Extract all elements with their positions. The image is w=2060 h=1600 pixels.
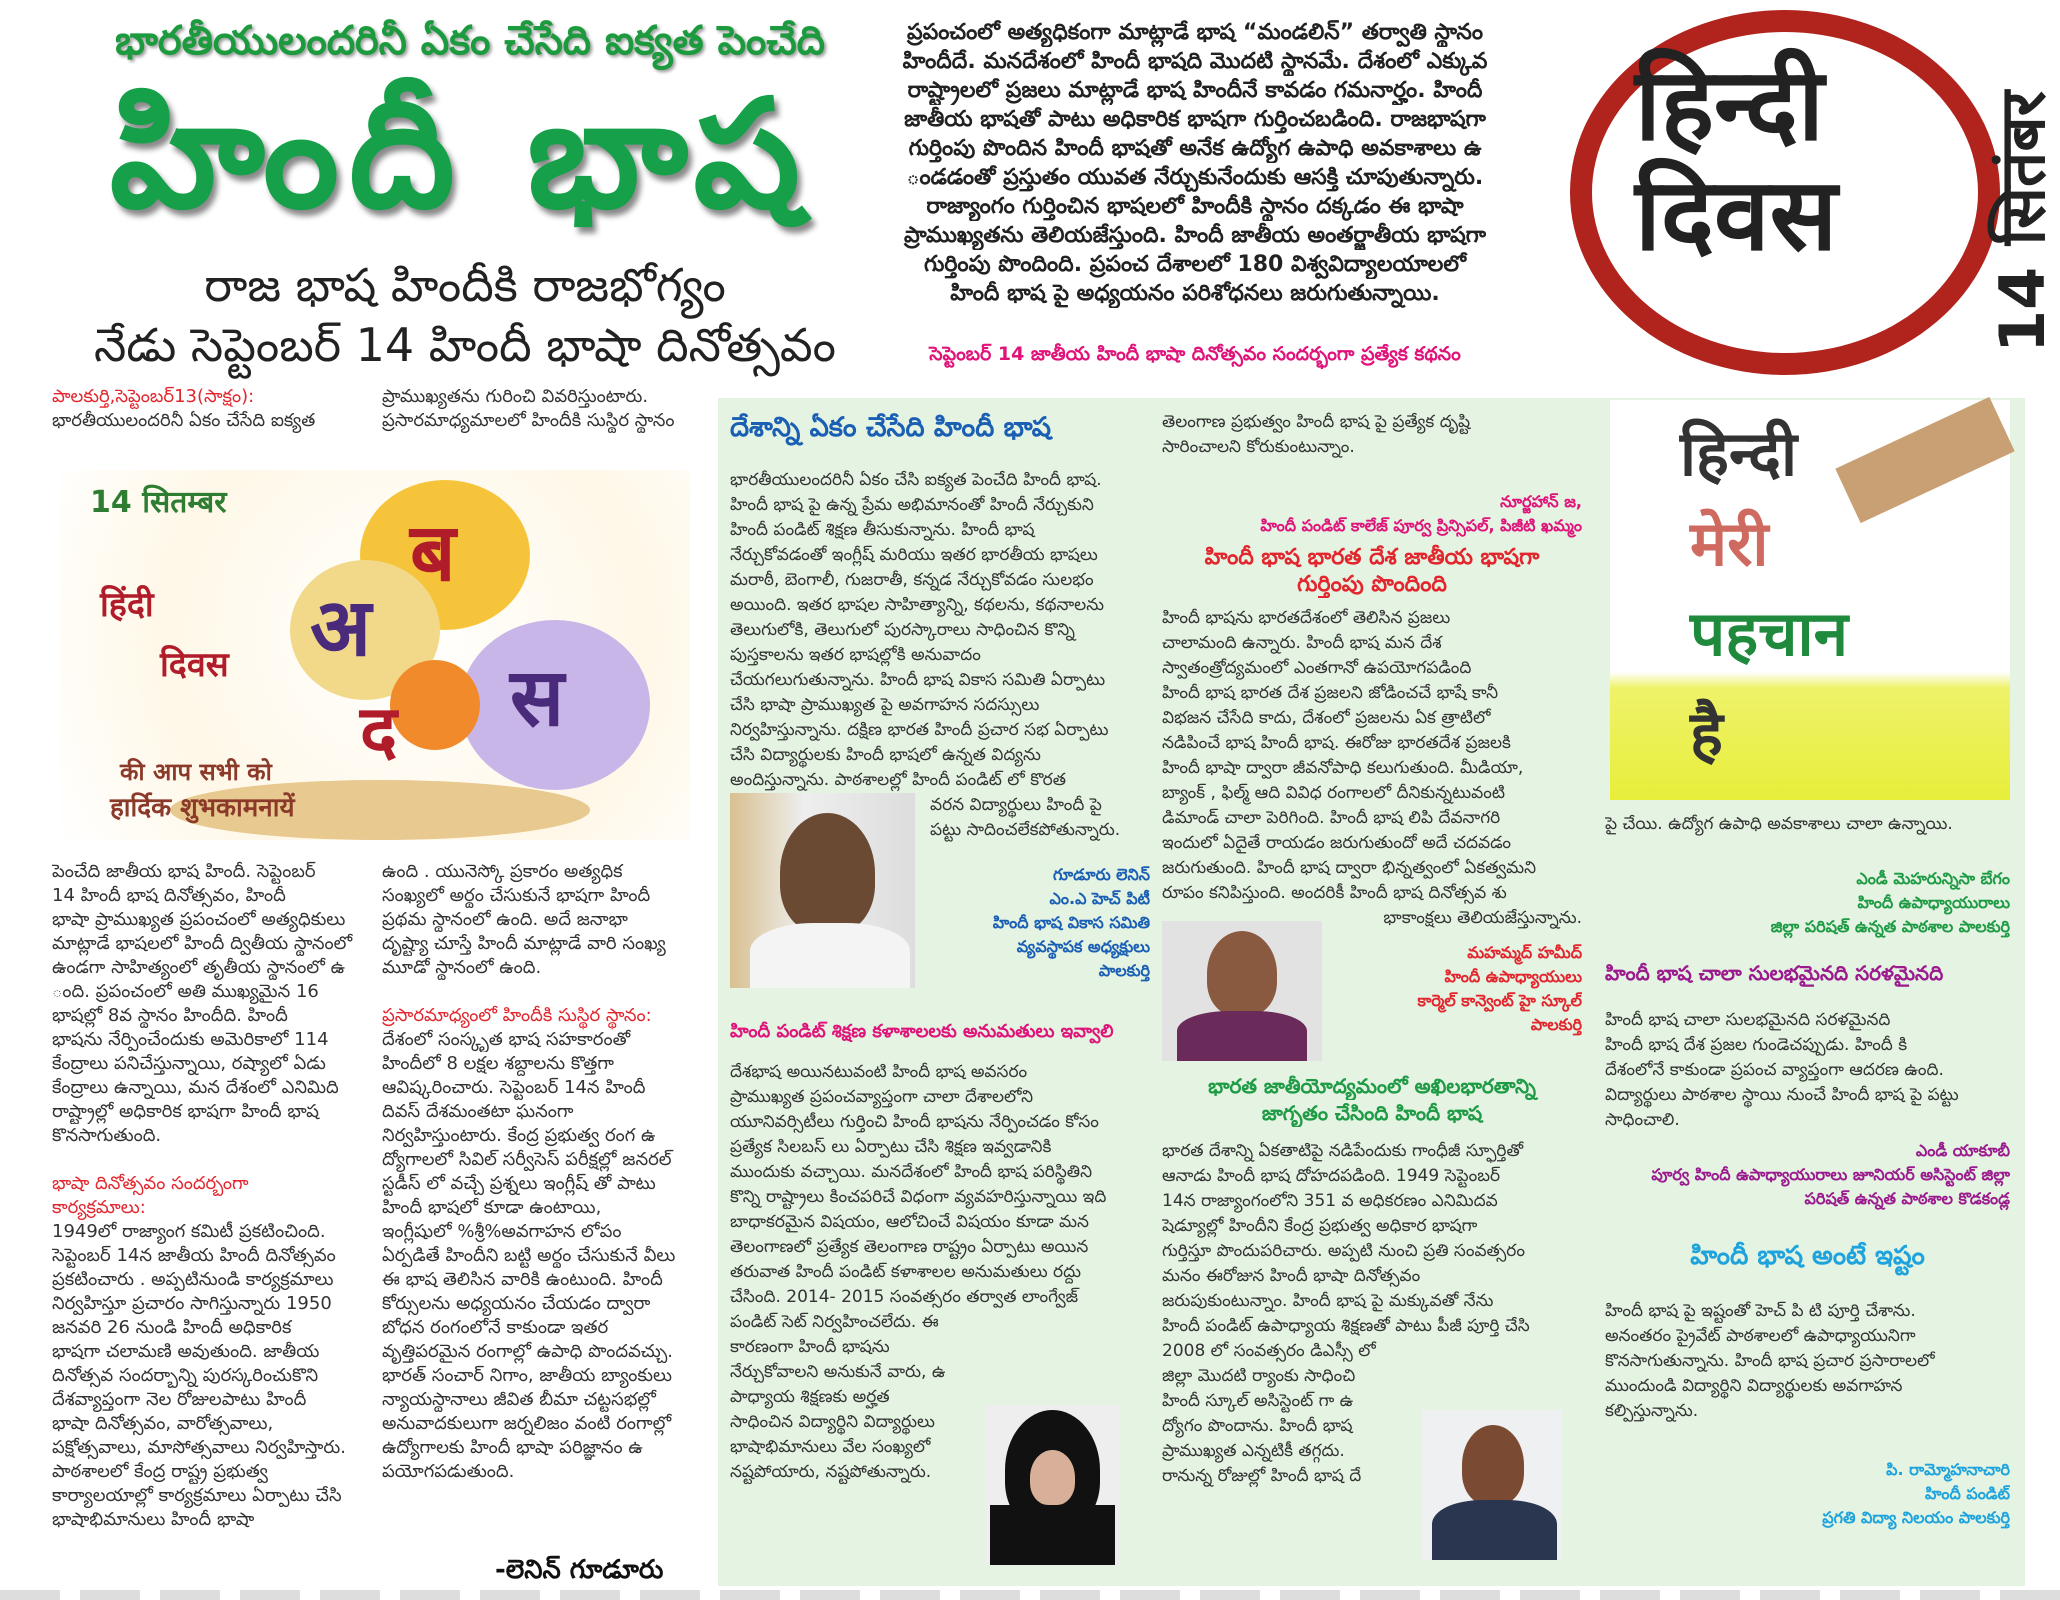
text-line: హిందీ పండిట్ ఉపాధ్యాయ శిక్షణతో పాటు పీజీ పూర్తి చేసి: [1162, 1316, 1530, 1336]
text-line: ద్యోగం పొందాను. హిందీ భాష: [1162, 1416, 1353, 1436]
text-line: న్యాయస్థానాలు జీవిత బీమా చట్టసభల్లో: [382, 1389, 656, 1410]
text-line: గుర్తింపు పొందింది. ప్రపంచ దేశాలలో 180 విశ్వవిద్యాలయాలలో: [923, 252, 1467, 277]
text-line: గూడూరు లెనిన్: [1053, 865, 1150, 884]
text-line: నష్టపోయారు, నష్టపోతున్నారు.: [730, 1462, 932, 1482]
text-line: ఉంది . యునెస్కో ప్రకారం అత్యధిక: [382, 861, 623, 882]
text-line: నిర్వహిస్తుంటారు. కేంద్ర ప్రభుత్వ రంగ ఉ: [382, 1125, 656, 1146]
image-wish-text: की आप सभी को: [120, 758, 272, 786]
image-hindi-text: हिंदी: [100, 585, 154, 625]
text-line: తరువాత హిందీ పండిట్ కళాశాలల అనుమతులు రద్దు: [730, 1262, 1082, 1282]
text-line: ప్రథమ స్థానంలో ఉంది. అదే జనాభా: [382, 909, 628, 930]
text-line: రానున్న రోజుల్లో హిందీ భాష దే: [1162, 1466, 1362, 1486]
letter-a: अ: [310, 581, 372, 674]
text-line: కొనసాగుతున్నాను. హిందీ భాష ప్రచార ప్రసారాలలో: [1605, 1351, 1935, 1371]
signature-rammohanachari: [1605, 1458, 2010, 1530]
text-line: 2008 లో సంవత్సరం డిఎస్సీ లో: [1162, 1341, 1376, 1361]
subhead-programs: [52, 1172, 372, 1220]
text-line: భాషల్లో 8వ స్థానం హిందీది. హిందీ: [52, 1005, 288, 1026]
text-line: ప్రాముఖ్యతను గురించి వివరిస్తుంటారు.: [382, 386, 649, 407]
col1-text: [52, 860, 372, 1148]
deck-headline-2: నేడు సెప్టెంబర్ 14 హిందీ భాషా దినోత్సవం: [94, 318, 836, 372]
text-line: దేశభాష అయినటువంటి హిందీ భాష అవసరం: [730, 1062, 1028, 1082]
text-line: నిర్వహిస్తూ ప్రచారం సాగిస్తున్నారు 1950: [52, 1293, 332, 1314]
text-line: భాషాభిమానులు వేల సంఖ్యలో: [730, 1437, 931, 1457]
text-line: చేసి భాషా ప్రాముఖ్యత పై అవగాహన సదస్సులు: [730, 695, 1040, 715]
masthead-title: హిందీ భాష: [109, 68, 811, 242]
letter-da: द: [360, 690, 398, 772]
text-line: సాధించాలి.: [1605, 1110, 1680, 1130]
text-line: కోర్సులను అధ్యయనం చేయడం ద్వారా: [382, 1293, 651, 1314]
hindi-diwas-flower-image: [60, 470, 690, 840]
text-line: భాషను నేర్పించేందుకు అమెరికాలో 114: [52, 1029, 329, 1050]
text-line: షెడ్యూల్లో హిందీని కేంద్ర ప్రభుత్వ అధికార భాషగా: [1162, 1216, 1478, 1236]
pencil-icon: [1835, 397, 2014, 523]
text-line: ఉద్యోగాలకు హిందీ భాషా పరిజ్ఞానం ఉ: [382, 1437, 643, 1458]
text-line: దేశవ్యాప్తంగా నెల రోజులపాటు హిందీ: [52, 1389, 307, 1410]
text-line: నడిపించే భాష హిందీ భాష. ఈరోజు భారతదేశ ప్రజలకి: [1162, 733, 1511, 753]
panel-col-a: [730, 412, 1150, 1485]
text-line: కేంద్రాలు ఉన్నాయి, మన దేశంలో ఎనిమిది: [52, 1077, 339, 1098]
text-line: భారతీయులందరినీ ఏకం చేసి ఐక్యత పెంచేది హిందీ భాష.: [730, 470, 1102, 490]
image-word: मेरी: [1690, 507, 1769, 580]
text-line: చాలామంది ఉన్నారు. హిందీ భాష మన దేశ: [1162, 633, 1442, 653]
text-line: రూపం కనిపిస్తుంది. అందరికీ హిందీ భాష దినోత్సవ శు: [1162, 883, 1507, 903]
text-line: హిందీ పండిట్ శిక్షణ తీసుకున్నాను. హిందీ భాష: [730, 520, 1035, 540]
text-line: చేయగలుగుతున్నాను. హిందీ భాష వికాస సమితి ఏర్పాటు: [730, 670, 1106, 690]
article-col2-top: [382, 385, 702, 433]
text-line: హిందీ భాష పై ఉన్న ప్రేమ అభిమానంతో హిందీ నేర్చుకుని: [730, 495, 1094, 515]
text-line: దృష్ట్యా చూస్తే హిందీ మాట్లాడే వారి సంఖ్య: [382, 933, 666, 954]
heading-love-hindi: హిందీ భాష అంటే ఇష్టం: [1690, 1241, 1925, 1271]
subhead-media: ప్రసారమాధ్యంలో హిందీకి సుస్థిర స్థానం:: [382, 1005, 652, 1026]
text-line: 1949లో రాజ్యాంగ కమిటీ ప్రకటించింది.: [52, 1221, 326, 1242]
text-line: అయింది. ఇతర భాషల సాహిత్యాన్ని, కథలను, కథనాలను: [730, 595, 1105, 615]
text-line: గుర్తింపు పొందింది: [1297, 572, 1447, 597]
text-line: మూడో స్థానంలో ఉంది.: [382, 957, 542, 978]
article-col1-top: [52, 385, 372, 433]
signature-noorjahan: [1162, 490, 1582, 538]
text-line: భాకాంక్షలు తెలియజేస్తున్నాను.: [1383, 908, 1582, 928]
text-line: నిర్వహిస్తున్నాను. దక్షిణ భారత హిందీ ప్రచార సభ ఏర్పాటు: [730, 720, 1109, 740]
text-line: బోధన రంగంలోనే కాకుండా ఇతర: [382, 1317, 609, 1338]
text-line: పై చేయి. ఉద్యోగ ఉపాధి అవకాశాలు చాలా ఉన్నాయి.: [1605, 814, 1953, 834]
text-line: జిల్లా పరిషత్ ఉన్నత పాఠశాల పాలకుర్తి: [1770, 917, 2010, 936]
image-word: है: [1690, 697, 1723, 770]
text-line: కార్మెల్ కాన్వెంట్ హై స్కూల్: [1417, 991, 1582, 1010]
text-line: జనవరి 26 నుండి హిందీ అధికారిక: [52, 1317, 292, 1338]
text-line: విభజన చేసేది కాదు, దేశంలో ప్రజలను ఏక త్రాటిలో: [1162, 708, 1491, 728]
text-line: మనం ఈరోజున హిందీ భాషా దినోత్సవం: [1162, 1266, 1421, 1286]
image-wish-text: हार्दिक शुभकामनायें: [110, 793, 295, 823]
text-line: విద్యార్థులు పాఠశాల స్థాయి నుంచే హిందీ భాష పై పట్టు: [1605, 1085, 1959, 1105]
text-line: ప్రకటించారు . అప్పటినుండి కార్యక్రమాలు: [52, 1269, 334, 1290]
text-line: 14 హిందీ భాష దినోత్సవం, హిందీ: [52, 885, 286, 906]
text-line: భారత దేశాన్ని ఏకతాటిపై నడిపేందుకు గాంధీజీ స్ఫూర్తితో: [1162, 1141, 1524, 1161]
text-line: మరాఠీ, బెంగాలీ, గుజరాతీ, కన్నడ నేర్చుకోవడం సులభం: [730, 570, 1094, 590]
text-line: సంఖ్యలో అర్థం చేసుకునే భాషగా హిందీ: [382, 885, 651, 906]
hindi-diwas-logo: [1560, 10, 2059, 375]
text-line: 14న రాజ్యాంగంలోని 351 వ అధికరణం ఎనిమిదవ: [1162, 1191, 1498, 1211]
text-line: ప్రత్యేక సిలబస్ లు ఏర్పాటు చేసి శిక్షణ ఇవ్వడానికి: [730, 1137, 1052, 1157]
text-line: హిందీ ఉపాధ్యాయులు: [1444, 967, 1582, 986]
text-line: ముందుకు వచ్చాయి. మనదేశంలో హిందీ భాష పరిస్థితిని: [730, 1162, 1093, 1182]
text-line: హిందీ భాష వికాస సమితి: [992, 913, 1150, 932]
article-col2: [382, 860, 702, 1484]
text-line: ప్రసారమాధ్యమాలలో హిందీకి సుస్థిర స్థానం: [382, 410, 675, 431]
text-line: హిందీ స్కూల్ అసిస్టెంట్ గా ఉ: [1162, 1391, 1354, 1411]
col2b-text: [382, 1028, 702, 1484]
signature-yakubi: [1605, 1139, 2010, 1211]
text-line: పి. రామ్మోహనాచారి: [1886, 1460, 2010, 1479]
text-line: ప్రగతి విద్యా నిలయం పాలకుర్తి: [1822, 1508, 2010, 1527]
text-line: ఎం.ఎ హెచ్ పిటీ: [1049, 889, 1150, 908]
photo-noorjahan: [985, 1405, 1120, 1565]
text-line: నూర్జహాన్ జ,: [1500, 492, 1582, 511]
text-line: ద్యోగాలలో సివిల్ సర్వీసెస్ పరీక్షల్లో జనరల్: [382, 1149, 672, 1170]
text-line: గుర్తింపు పొందిన హిందీ భాషతో అనేక ఉద్యోగ ఉపాధి అవకాశాలు ఉ: [908, 136, 1482, 161]
deck-headline-1: రాజ భాష హిందీకి రాజభోగ్యం: [204, 258, 726, 312]
text-line: భాషాభిమానులు హిందీ భాషా: [52, 1509, 255, 1530]
text-line: హిందీలో 8 లక్షల శబ్దాలను కొత్తగా: [382, 1053, 614, 1074]
text-line: నేర్చుకోవడంతో ఇంగ్లీష్ మరియు ఇతర భారతీయ భాషలు: [730, 545, 1098, 565]
intro-caption: సెప్టెంబర్ 14 జాతీయ హిందీ భాషా దినోత్సవం సందర్భంగా ప్రత్యేక కథనం: [929, 343, 1461, 365]
text-line: మహమ్మద్ హమీద్: [1467, 943, 1582, 962]
text-line: అందిస్తున్నాను. పాఠశాలల్లో హిందీ పండిట్ లో కొరత: [730, 770, 1066, 790]
text-line: ప్రాముఖ్యతను తెలియజేస్తుంది. హిందీ జాతీయ అంతర్జాతీయ భాషగా: [903, 223, 1487, 248]
text-line: కొనసాగుతుంది.: [52, 1125, 162, 1146]
heading-unites-nation: దేశాన్ని ఏకం చేసేది హిందీ భాష: [730, 412, 1052, 443]
signature-mohammed-hameed: [1417, 941, 1582, 1037]
text-line: పాధ్యాయ శిక్షణకు అర్హత: [730, 1387, 890, 1407]
col2-text: [382, 860, 702, 980]
text-line: సెప్టెంబర్ 14న జాతీయ హిందీ దినోత్సవం: [52, 1245, 336, 1266]
text-line: అనంతరం ప్రైవేట్ పాఠశాలలో ఉపాధ్యాయునిగా: [1605, 1326, 1916, 1346]
text-line: భారత జాతీయోద్యమంలో అఖిలభారతాన్ని: [1208, 1074, 1536, 1098]
image-word: हिन्दी: [1680, 417, 1798, 490]
text-line: భాషా ప్రాముఖ్యత ప్రపంచంలో అత్యధికులు: [52, 909, 346, 930]
text-line: వృత్తిపరమైన రంగాల్లో ఉపాధి పొందవచ్చు.: [382, 1341, 674, 1362]
text-line: హిందీ భాష పై ఇష్టంతో హెచ్ పి టి పూర్తి చేశాను.: [1605, 1301, 1916, 1321]
text-line: జరుపుకుంటున్నాం. హిందీ భాష పై మక్కువతో నేను: [1162, 1291, 1494, 1311]
text-line: పూర్వ హిందీ ఉపాధ్యాయురాలు జూనియర్ అసిస్టెంట్ జిల్లా: [1651, 1165, 2010, 1184]
col-b-top-text: [1162, 410, 1582, 460]
text-line: పాలకుర్తి: [1098, 961, 1150, 980]
text-line: సాధించిన విద్యార్థిని విద్యార్థులు: [730, 1412, 935, 1432]
text-line: పాఠశాలలో కేంద్ర రాష్ట్ర ప్రభుత్వ: [52, 1461, 268, 1482]
text-line: కల్పిస్తున్నాను.: [1605, 1401, 1699, 1421]
col-c-text-2: [1605, 1299, 2010, 1424]
col1-top-text: [52, 409, 372, 433]
text-line: ప్రాముఖ్యత ఎన్నటికీ తగ్గదు.: [1162, 1441, 1345, 1461]
text-line: పక్షోత్సవాలు, మాసోత్సవాలు నిర్వహిస్తారు.: [52, 1437, 346, 1458]
text-line: చేసి విద్యార్థులకు హిందీ భాషలో ఉన్నత విద్యను: [730, 745, 1041, 765]
text-line: అనువాదకులుగా జర్నలిజం వంటి రంగాల్లో: [382, 1413, 672, 1434]
text-line: ఆనాడు హిందీ భాష దోహదపడింది. 1949 సెప్టెంబర్: [1162, 1166, 1501, 1186]
logo-hindi-diwas-text: हिन्दी दिवस: [1635, 46, 1838, 273]
col-c-text: [1605, 1008, 2010, 1133]
photo-mohammed-hameed: [1162, 921, 1322, 1061]
letter-ba: ब: [410, 506, 456, 599]
heading-freedom-movement: [1162, 1073, 1582, 1127]
text-line: హిందీ భాష భారత దేశ ప్రజలని జోడించచే భాషే కానీ: [1162, 683, 1499, 703]
text-line: స్టడీస్ లో వచ్చే ప్రశ్నలు ఇంగ్లీష్ తో పాటు: [382, 1173, 656, 1194]
text-line: హిందీదే. మనదేశంలో హిందీ భాషది మొదటి స్థానమే. దేశంలో ఎక్కువ: [902, 49, 1488, 74]
col1b-text: [52, 1220, 372, 1532]
image-date-text: 14 सितम्बर: [90, 485, 227, 520]
signature-meharunnisa: [1605, 867, 2010, 939]
text-line: భారత్ సంచార్ నిగాం, జాతీయ బ్యాంకులు: [382, 1365, 672, 1386]
text-line: బాధాకరమైన విషయం, ఆలోచించే విషయం కూడా మన: [730, 1212, 1089, 1232]
text-line: ఈ భాష తెలిసిన వారికి ఉంటుంది. హిందీ: [382, 1269, 663, 1290]
text-line: ప్రాముఖ్యత ప్రపంచవ్యాప్తంగా చాలా దేశాలలోని: [730, 1087, 1034, 1107]
text-line: చేసింది. 2014- 2015 సంవత్సరం తర్వాత లాంగ్వేజ్: [730, 1287, 1079, 1307]
text-line: హిందీ భాషను భారతదేశంలో తెలిసిన ప్రజలు: [1162, 608, 1451, 628]
text-line: దివస్ దేశమంతటా ఘనంగా: [382, 1101, 574, 1122]
text-line: కార్యాలయాల్లో కార్యక్రమాలు ఏర్పాటు చేసి: [52, 1485, 342, 1506]
photo-gudur-lenin: [730, 793, 915, 988]
text-line: పండిట్ సెట్ నిర్వహించలేదు. ఈ: [730, 1312, 939, 1332]
intro-paragraph: [880, 18, 1510, 308]
text-line: భాషగా చలామణి అవుతుంది. జాతీయ: [52, 1341, 320, 1362]
flower-petal: [390, 660, 480, 750]
text-line: పరిషత్ ఉన్నత పాఠశాల కొడకండ్ల: [1804, 1189, 2010, 1208]
text-line: హిందీ భాష పై అధ్యయనం పరిశోధనలు జరుగుతున్నాయి.: [950, 281, 1440, 306]
text-line: హిందీ పండిట్ కాలేజ్ పూర్వ ప్రిన్సిపల్, పిజీటి ఖమ్మం: [1260, 516, 1582, 535]
photo-teacher: [1422, 1410, 1562, 1560]
heading-national-language: [1162, 544, 1582, 598]
col-b-text: [1162, 606, 1582, 906]
dateline: పాలకుర్తి,సెప్టెంబర్13(సాక్షం):: [52, 386, 255, 407]
text-line: ంది. ప్రపంచంలో అతి ముఖ్యమైన 16: [52, 981, 319, 1002]
text-line: దినోత్సవ సందర్భాన్ని పురస్కరించుకొని: [52, 1365, 319, 1386]
masthead-kicker: భారతీయులందరినీ ఏకం చేసేది ఐక్యత పెంచేది: [115, 18, 825, 64]
text-line: రాష్ట్రాలలో ప్రజలు మాట్లాడే భాష హిందీనే కావడం గమనార్హం. హిందీ: [907, 78, 1483, 103]
text-line: వరన విద్యార్థులు హిందీ పై: [930, 795, 1102, 815]
text-line: రాష్ట్రాల్లో అధికారిక భాషగా హిందీ భాష: [52, 1101, 319, 1122]
text-line: జాతీయ భాషతో పాటు అధికారిక భాషగా గుర్తించబడింది. రాజభాషగా: [904, 107, 1486, 132]
text-line: కేంద్రాలు పనిచేస్తున్నాయి, రష్యాలో ఏడు: [52, 1053, 326, 1074]
text-line: పయోగపడుతుంది.: [382, 1461, 515, 1482]
footer-rule: [0, 1590, 2060, 1600]
text-line: ఇందులో ఏదైతే రాయడం జరుగుతుందో అదే చదవడం: [1162, 833, 1512, 853]
text-line: యూనివర్సిటీలు గుర్తించి హిందీ భాషను నేర్పించడం కోసం: [730, 1112, 1099, 1132]
text-line: ండడంతో ప్రస్తుతం యువత నేర్చుకునేందుకు ఆసక్తి చూపుతున్నారు.: [906, 165, 1484, 190]
text-line: ఏర్పడితే హిందీని బట్టి అర్థం చేసుకునే వీలు: [382, 1245, 676, 1266]
text-line: ప్రపంచంలో అత్యధికంగా మాట్లాడే భాష “మండలిన్” తర్వాతి స్థానం: [906, 20, 1484, 45]
text-line: జరుగుతుంది. హిందీ భాష ద్వారా భిన్నత్వంలో ఏకత్వమని: [1162, 858, 1537, 878]
text-line: స్వాతంత్రోద్యమంలో ఎంతగానో ఉపయోగపడింది: [1162, 658, 1472, 678]
panel-col-c: [1605, 812, 2010, 1530]
text-line: ఎండీ యాకూబీ: [1915, 1141, 2010, 1160]
text-line: బ్యాంక్ , ఫిల్మ్ ఆది వివిధ రంగాలలో దీనికున్నటువంటి: [1162, 783, 1505, 803]
text-line: ఉండగా సాహిత్యంలో తృతీయ స్థానంలో ఉ: [52, 957, 345, 978]
text-line: దేశంలో సంస్కృత భాష సహకారంతో: [382, 1029, 631, 1050]
text-line: హిందీ ఉపాధ్యాయురాలు: [1857, 893, 2010, 912]
text-line: హిందీ భాషా ద్వారా జీవనోపాధి కలుగుతుంది. మీడియా,: [1162, 758, 1524, 778]
heading-easy-language: హిందీ భాష చాలా సులభమైనది సరళమైనది: [1605, 961, 1944, 985]
col-a-wrap-text: [930, 793, 1120, 843]
text-line: గుర్తిస్తూ పొందుపరిచారు. అప్పటి నుంచి ప్రతి సంవత్సరం: [1162, 1241, 1526, 1261]
text-line: భాషా దినోత్సవం, వారోత్సవాలు,: [52, 1413, 274, 1434]
text-line: ఆవిష్కరించారు. సెప్టెంబర్ 14న హిందీ: [382, 1077, 646, 1098]
text-line: సారించాలని కోరుకుంటున్నాం.: [1162, 437, 1355, 457]
text-line: డిమాండ్ చాలా పెరిగింది. హిందీ భాష లిపి దేవనాగరి: [1162, 808, 1501, 828]
article-col1: [52, 860, 372, 1532]
text-line: మాట్లాడే భాషలలో హిందీ ద్వితీయ స్థానంలో: [52, 933, 353, 954]
text-line: పాలకుర్తి: [1530, 1015, 1582, 1034]
col-a-text: [730, 468, 1150, 793]
text-line: జాగృతం చేసింది హిందీ భాష: [1261, 1101, 1483, 1125]
text-line: ముందుండి విద్యార్థిని విద్యార్థులకు అవగాహన: [1605, 1376, 1903, 1396]
text-line: కార్యక్రమాలు:: [52, 1197, 146, 1218]
byline: -లెనిన్ గూడూరు: [495, 1555, 664, 1585]
image-word: पहचान: [1690, 597, 1848, 670]
text-line: దేశంలోనే కాకుండా ప్రపంచ వ్యాప్తంగా ఆదరణ ఉంది.: [1605, 1060, 1944, 1080]
heading-pandit-colleges: హిందీ పండిట్ శిక్షణ కళాశాలలకు అనుమతులు ఇవ్వాలి: [730, 1021, 1114, 1042]
text-line: నేర్చుకోవాలని అనుకునే వారు, ఉ: [730, 1362, 946, 1382]
hindi-meri-pehchan-image: [1610, 400, 2010, 800]
text-line: పుస్తకాలను ఇతర భాషల్లోకి అనువాదం: [730, 645, 981, 665]
text-line: హిందీ భాష దేశ ప్రజల గుండెచప్పుడు. హిందీ కి: [1605, 1035, 1908, 1055]
text-line: భారతీయులందరినీ ఏకం చేసేది ఐక్యత: [52, 410, 316, 431]
text-line: జిల్లా మొదటి ర్యాంకు సాధించి: [1162, 1366, 1356, 1386]
text-line: హిందీ భాషలో కూడా ఉంటాయి,: [382, 1197, 602, 1218]
text-line: పెంచేది జాతీయ భాష హిందీ. సెప్టెంబర్: [52, 861, 316, 882]
text-line: వ్యవస్థాపక అధ్యక్షులు: [1016, 937, 1150, 956]
letter-sa: स: [510, 651, 565, 744]
logo-date-text: 14 सितंबर: [1985, 91, 2059, 353]
col-c-top-text: [1605, 812, 2010, 837]
image-diwas-text: दिवस: [160, 645, 229, 685]
text-line: ఇంగ్లీషులో %శ్రీ%అవగాహన లోపం: [382, 1221, 622, 1242]
text-line: ఎండీ మెహరున్నిసా బేగం: [1856, 869, 2010, 888]
signature-gudur-lenin: [993, 863, 1150, 983]
panel-col-b: [1162, 410, 1582, 1489]
text-line: భాషా దినోత్సవం సందర్భంగా: [52, 1173, 249, 1194]
text-line: తెలంగాణ ప్రభుత్వం హిందీ భాష పై ప్రత్యేక దృష్టి: [1162, 412, 1471, 432]
text-line: కారణంగా హిందీ భాషను: [730, 1337, 890, 1357]
text-line: తెలంగాణలో ప్రత్యేక తెలంగాణ రాష్ట్రం ఏర్పాటు అయిన: [730, 1237, 1089, 1257]
text-line: కొన్ని రాష్ట్రాలు కించపరిచే విధంగా వ్యవహరిస్తున్నాయి ఇది: [730, 1187, 1107, 1207]
text-line: హిందీ పండిట్: [1924, 1484, 2010, 1503]
text-line: రాజ్యాంగం గుర్తించిన భాషలలో హిందీకి స్థానం దక్కడం ఈ భాషా: [926, 194, 1464, 219]
text-line: పట్టు సాదించలేకపోతున్నారు.: [930, 820, 1121, 840]
text-line: హిందీ భాష చాలా సులభమైనది సరళమైనది: [1605, 1010, 1891, 1030]
text-line: తెలుగులోకి, తెలుగులో పురస్కారాలు సాధించిన కొన్ని: [730, 620, 1075, 640]
text-line: హిందీ భాష భారత దేశ జాతీయ భాషగా: [1204, 545, 1540, 570]
